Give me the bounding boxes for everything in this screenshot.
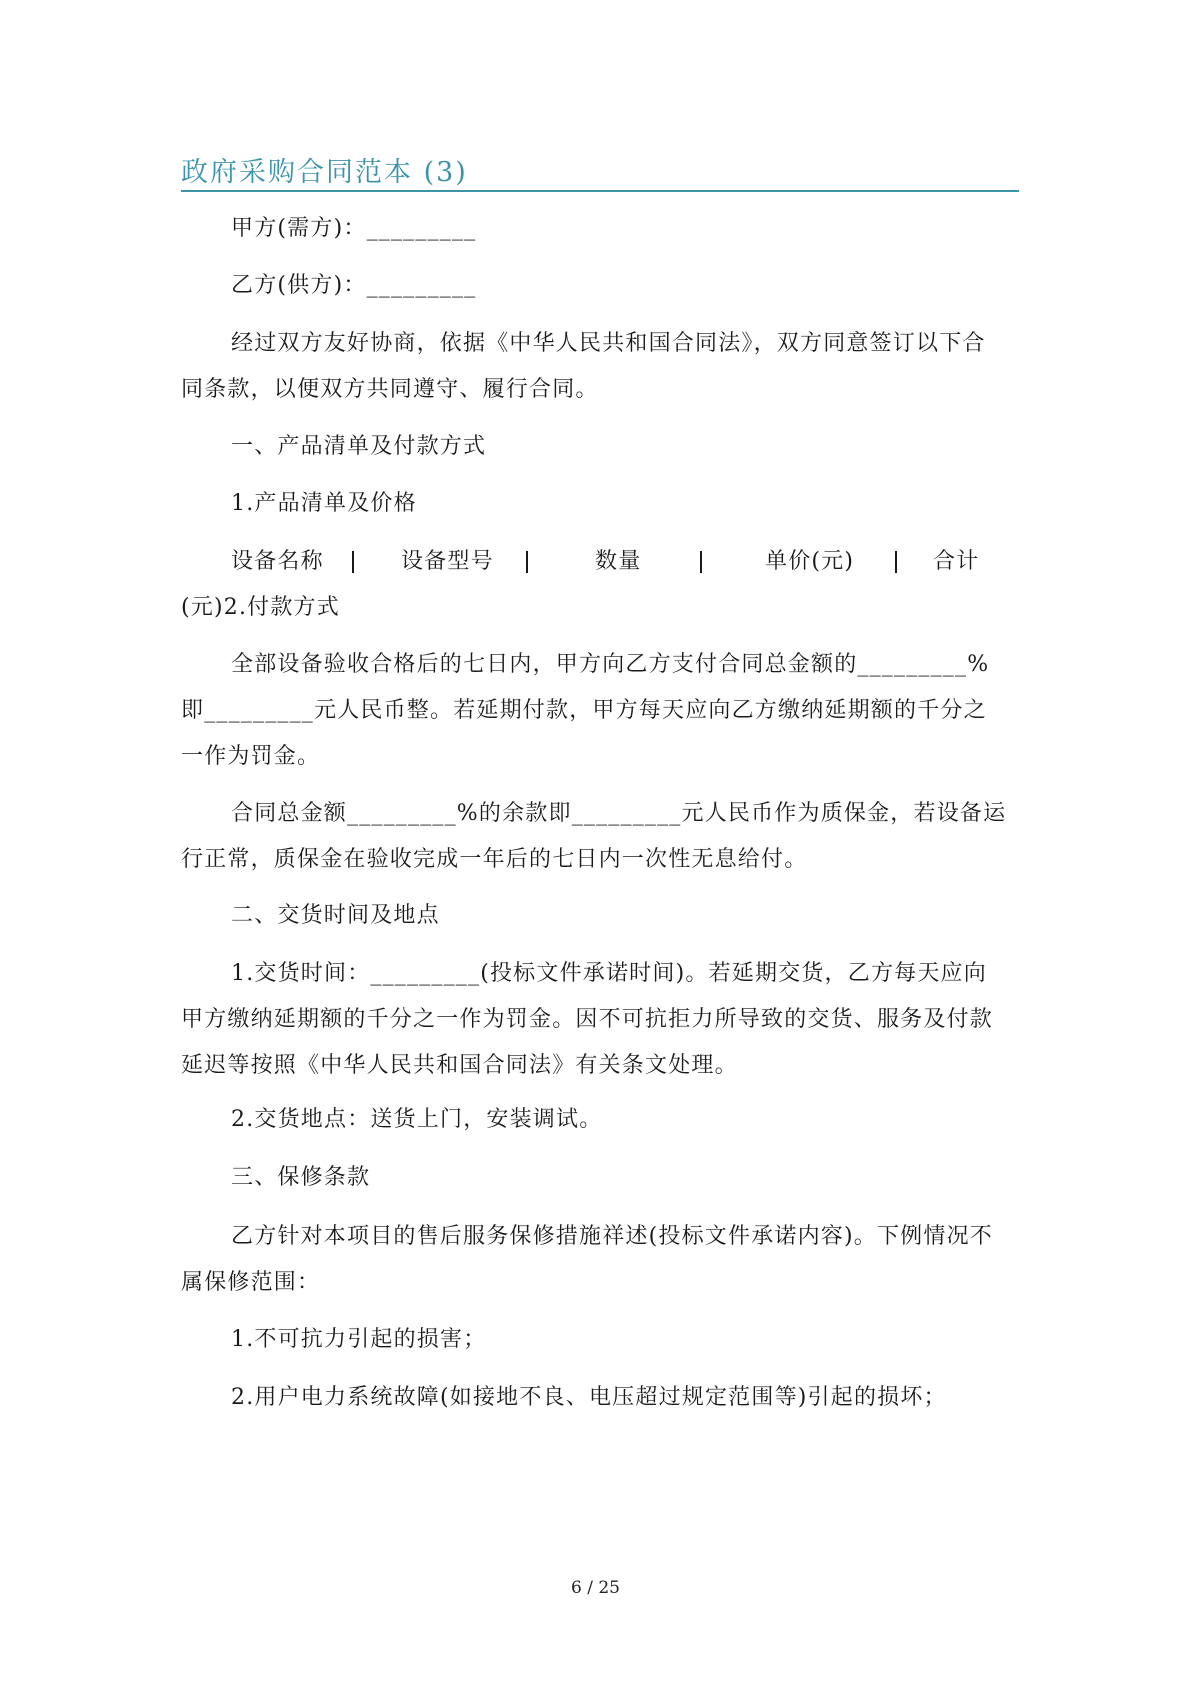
title-divider bbox=[181, 190, 1019, 192]
deposit-line-2: 行正常，质保金在验收完成一年后的七日内一次性无息给付。 bbox=[181, 847, 808, 872]
col-unit-price: 单价(元) bbox=[765, 549, 855, 574]
party-a-line: 甲方(需方)：_________ bbox=[231, 216, 477, 241]
col-quantity: 数量 bbox=[595, 549, 642, 574]
col-device-name: 设备名称 bbox=[231, 549, 324, 574]
deposit-line-1: 合同总金额_________%的余款即_________元人民币作为质保金，若设备运 bbox=[231, 801, 1007, 826]
delivery-time-line-2: 甲方缴纳延期额的千分之一作为罚金。因不可抗拒力所导致的交货、服务及付款 bbox=[181, 1007, 994, 1032]
payment-paragraph bbox=[181, 642, 1023, 780]
payment-line-1: 全部设备验收合格后的七日内，甲方向乙方支付合同总金额的_________% bbox=[231, 652, 990, 677]
column-separator bbox=[700, 551, 702, 573]
deposit-paragraph bbox=[181, 791, 1023, 883]
product-table-header bbox=[231, 539, 1031, 585]
section-2-heading: 二、交货时间及地点 bbox=[231, 903, 440, 928]
delivery-time-paragraph bbox=[181, 951, 1023, 1089]
column-separator bbox=[895, 551, 897, 573]
warranty-intro-line-1: 乙方针对本项目的售后服务保修措施祥述(投标文件承诺内容)。下例情况不 bbox=[231, 1224, 993, 1249]
item-1-1-heading: 1.产品清单及价格 bbox=[231, 491, 417, 516]
delivery-time-line-1: 1.交货时间：_________(投标文件承诺时间)。若延期交货，乙方每天应向 bbox=[231, 961, 987, 986]
document-title: 政府采购合同范本 (3) bbox=[181, 157, 468, 188]
col-device-model: 设备型号 bbox=[401, 549, 494, 574]
intro-paragraph bbox=[181, 321, 1023, 413]
col-total: 合计 bbox=[933, 549, 980, 574]
payment-line-3: 一作为罚金。 bbox=[181, 744, 321, 769]
column-separator bbox=[526, 551, 528, 573]
warranty-intro-line-2: 属保修范围： bbox=[181, 1270, 321, 1295]
column-separator bbox=[352, 551, 354, 573]
payment-line-2: 即_________元人民币整。若延期付款，甲方每天应向乙方缴纳延期额的千分之 bbox=[181, 698, 987, 723]
delivery-time-line-3: 延迟等按照《中华人民共和国合同法》有关条文处理。 bbox=[181, 1053, 738, 1078]
section-1-heading: 一、产品清单及付款方式 bbox=[231, 434, 487, 459]
intro-line-2: 同条款，以便双方共同遵守、履行合同。 bbox=[181, 377, 599, 402]
page-number: 6 / 25 bbox=[571, 1578, 620, 1598]
intro-line-1: 经过双方友好协商，依据《中华人民共和国合同法》，双方同意签订以下合 bbox=[231, 331, 986, 356]
section-3-heading: 三、保修条款 bbox=[231, 1165, 371, 1190]
warranty-intro-paragraph bbox=[181, 1214, 1023, 1306]
table-tail-line: (元)2.付款方式 bbox=[181, 595, 340, 620]
delivery-place-line: 2.交货地点：送货上门，安装调试。 bbox=[231, 1107, 603, 1132]
party-b-line: 乙方(供方)：_________ bbox=[231, 273, 477, 298]
exclusion-item-1: 1.不可抗力引起的损害； bbox=[231, 1327, 487, 1352]
exclusion-item-2: 2.用户电力系统故障(如接地不良、电压超过规定范围等)引起的损坏； bbox=[231, 1385, 947, 1410]
